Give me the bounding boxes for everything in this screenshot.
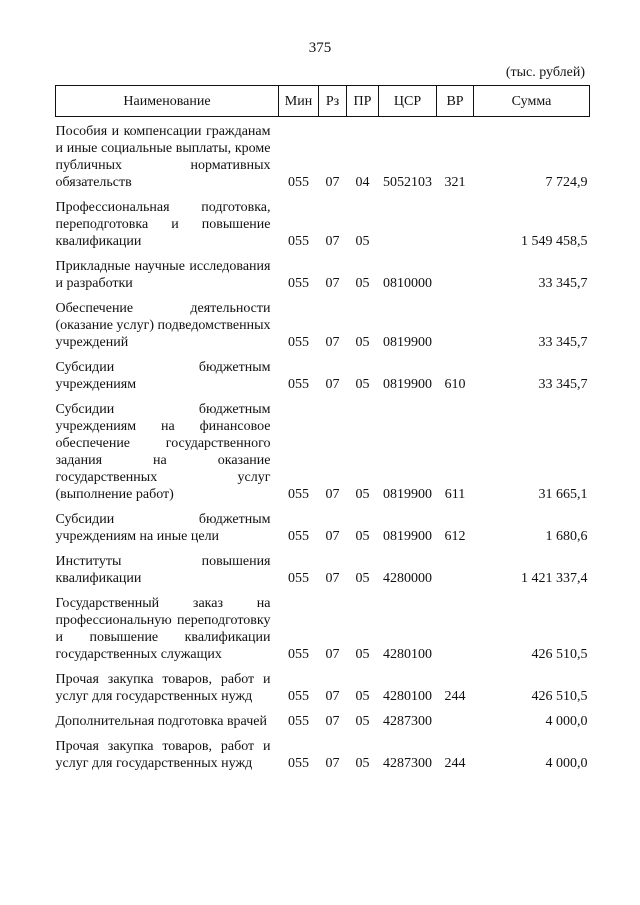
row-name-text: Дополнительная подготовка врачей [55,714,267,729]
row-rz: 07 [325,529,340,544]
row-name-text: Прочая закупка товаров, работ и услуг для государственных нужд [55,672,271,704]
header-rz: Рз [319,86,347,117]
row-sum: 426 510,5 [531,689,588,704]
row-name [56,199,279,258]
row-min: 055 [288,571,309,586]
row-rz: 07 [325,234,340,249]
row-name [56,738,279,780]
row-name-text: Профессиональная подготовка, переподготовка и повышение квалификации [55,200,271,249]
row-pr: 05 [355,689,370,704]
row-rz: 07 [325,276,340,291]
row-pr: 05 [355,647,370,662]
row-vr [437,595,474,671]
budget-table [55,85,590,780]
row-pr: 05 [355,335,370,350]
row-rz: 07 [325,175,340,190]
table-row [56,553,590,595]
row-csr: 4280100 [383,689,432,704]
row-rz: 07 [325,335,340,350]
row-min: 055 [288,647,309,662]
table-row [56,713,590,738]
row-vr [437,199,474,258]
row-name [56,595,279,671]
row-name-text: Обеспечение деятельности (оказание услуг) подведомственных учреждений [55,301,271,350]
row-name [56,401,279,511]
row-csr: 4280000 [383,571,432,586]
row-name-text: Государственный заказ на профессиональную переподготовку и повышение квалификации государственных служащих [55,596,271,662]
table-row [56,401,590,511]
row-sum: 33 345,7 [538,276,588,291]
row-vr [437,300,474,359]
header-vr: ВР [437,86,474,117]
row-rz: 07 [325,756,340,771]
row-pr: 05 [355,234,370,249]
row-min: 055 [288,276,309,291]
row-min: 055 [288,714,309,729]
row-sum: 4 000,0 [545,756,588,771]
row-name-text: Субсидии бюджетным учреждениям [55,360,271,392]
row-name [56,300,279,359]
row-pr: 05 [355,714,370,729]
row-min: 055 [288,335,309,350]
row-min: 055 [288,689,309,704]
row-csr: 0819900 [383,335,432,350]
table-row [56,511,590,553]
row-min: 055 [288,529,309,544]
row-csr: 5052103 [383,175,432,190]
row-csr: 0810000 [383,276,432,291]
table-row [56,300,590,359]
row-rz: 07 [325,487,340,502]
row-pr: 05 [355,276,370,291]
row-name [56,359,279,401]
row-vr: 611 [444,487,466,502]
table-header-row [56,86,590,117]
row-sum: 33 345,7 [538,335,588,350]
table-row [56,117,590,200]
row-name [56,117,279,200]
row-csr: 4287300 [383,756,432,771]
row-vr: 610 [444,377,466,392]
row-min: 055 [288,234,309,249]
row-vr: 612 [444,529,466,544]
table-row [56,595,590,671]
row-pr: 05 [355,529,370,544]
row-csr: 0819900 [383,377,432,392]
row-rz: 07 [325,689,340,704]
row-vr [437,713,474,738]
page-number: 375 [308,40,332,56]
row-name [56,511,279,553]
row-name-text: Субсидии бюджетным учреждениям на финансовое обеспечение государственного задания на оказание государственных услуг (выполнение работ) [55,402,271,502]
row-vr: 321 [444,175,466,190]
row-min: 055 [288,487,309,502]
row-name-text: Прочая закупка товаров, работ и услуг для государственных нужд [55,739,271,771]
row-name-text: Институты повышения квалификации [55,554,271,586]
row-name-text: Пособия и компенсации гражданам и иные социальные выплаты, кроме публичных нормативных обязательств [55,124,271,190]
row-csr: 0819900 [383,529,432,544]
row-sum: 1 421 337,4 [521,571,588,586]
row-name-text: Прикладные научные исследования и разработки [55,259,271,291]
row-pr: 05 [355,756,370,771]
row-rz: 07 [325,571,340,586]
row-sum: 7 724,9 [545,175,588,190]
row-sum: 31 665,1 [538,487,588,502]
row-pr: 05 [355,487,370,502]
row-name-text: Субсидии бюджетным учреждениям на иные цели [55,512,271,544]
row-vr: 244 [444,756,466,771]
row-csr [379,199,437,258]
row-pr: 04 [355,175,370,190]
header-csr: ЦСР [379,86,437,117]
row-csr: 4287300 [383,714,432,729]
table-row [56,258,590,300]
row-pr: 05 [355,377,370,392]
header-name: Наименование [56,86,279,117]
row-sum: 1 680,6 [545,529,588,544]
row-sum: 4 000,0 [545,714,588,729]
row-csr: 0819900 [383,487,432,502]
row-min: 055 [288,175,309,190]
table-row [56,738,590,780]
header-pr: ПР [347,86,379,117]
header-sum: Сумма [474,86,590,117]
row-name [56,258,279,300]
row-rz: 07 [325,714,340,729]
row-name [56,713,279,738]
row-pr: 05 [355,571,370,586]
row-vr [437,258,474,300]
table-row [56,671,590,713]
row-sum: 426 510,5 [531,647,588,662]
header-min: Мин [279,86,319,117]
table-row [56,359,590,401]
row-sum: 1 549 458,5 [521,234,588,249]
units-label: (тыс. рублей) [505,65,585,80]
row-sum: 33 345,7 [538,377,588,392]
row-min: 055 [288,377,309,392]
row-vr [437,553,474,595]
row-min: 055 [288,756,309,771]
row-name [56,671,279,713]
row-csr: 4280100 [383,647,432,662]
row-name [56,553,279,595]
table-row [56,199,590,258]
row-vr: 244 [444,689,466,704]
row-rz: 07 [325,377,340,392]
row-rz: 07 [325,647,340,662]
